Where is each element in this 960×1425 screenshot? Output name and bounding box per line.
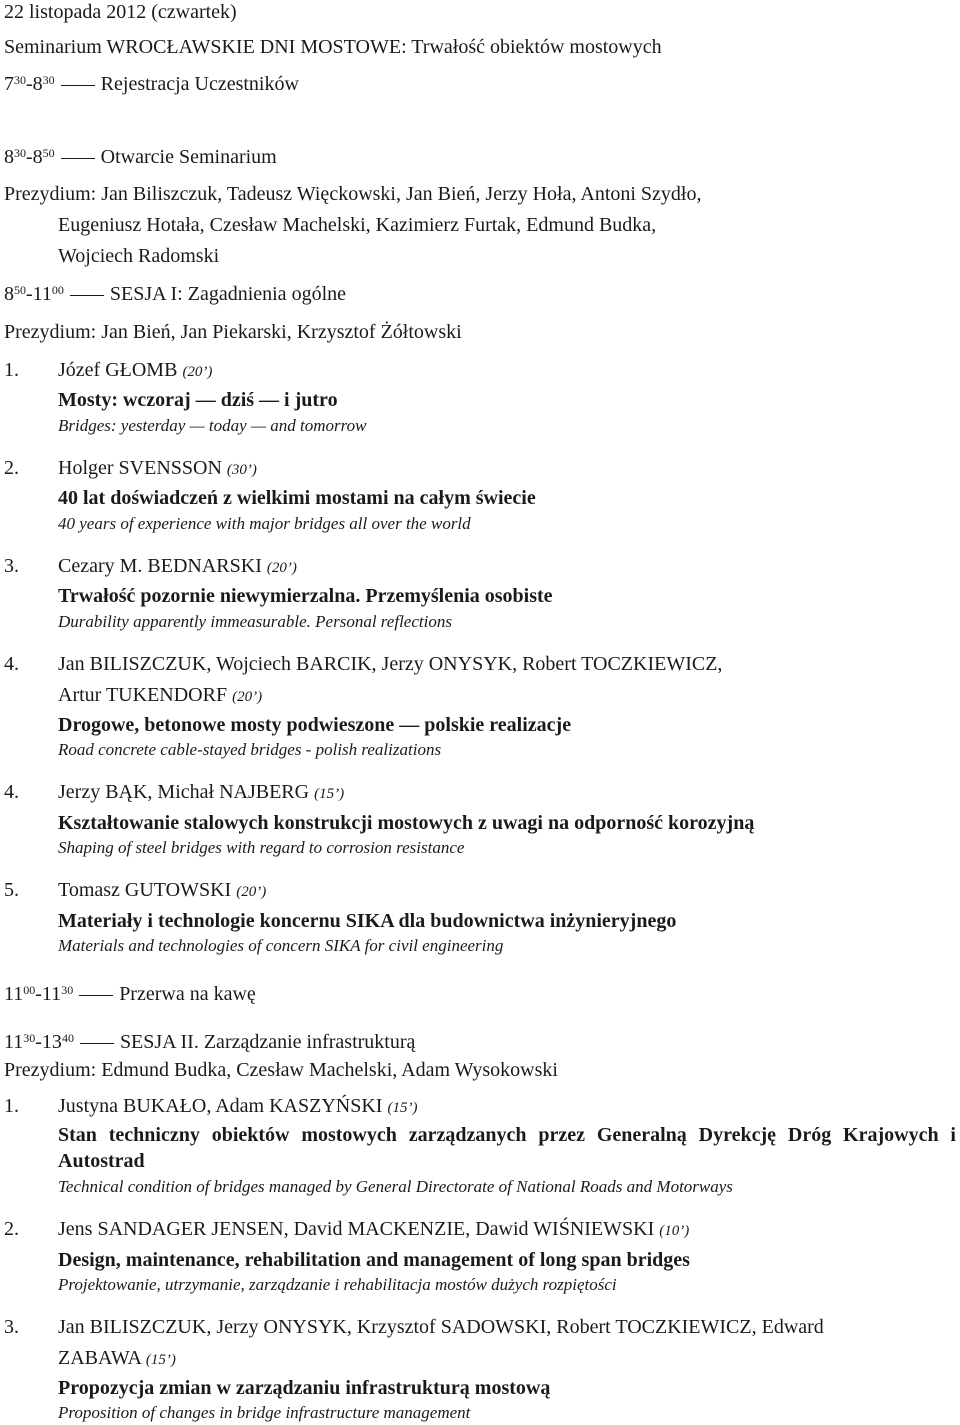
session1-row: $8^{50}-11^{00}$ SESJA I: Zagadnienia ogólne <box>4 283 346 305</box>
talk-title-en: Durability apparently immeasurable. Personal reflections <box>58 612 452 631</box>
dash-icon <box>79 995 113 996</box>
talk-title: Kształtowanie stalowych konstrukcji mostowych z uwagi na odporność korozyjną <box>58 812 755 834</box>
talk-author-row: 4. Jerzy BĄK, Michał NAJBERG (15’) <box>4 781 345 803</box>
dash-icon <box>80 1043 114 1044</box>
talk-author-row-2: Artur TUKENDORF (20’) <box>58 684 263 706</box>
talk-title-en: Shaping of steel bridges with regard to corrosion resistance <box>58 838 465 857</box>
dash-icon <box>70 295 104 296</box>
talk-title: Design, maintenance, rehabilitation and management of long span bridges <box>58 1249 690 1271</box>
session2-row: $11^{30}-13^{40}$ SESJA II. Zarządzanie infrastrukturą <box>4 1031 416 1053</box>
seminar-title: Seminarium WROCŁAWSKIE DNI MOSTOWE: Trwałość obiektów mostowych <box>4 36 662 58</box>
talk-title-en: Bridges: yesterday — today — and tomorrow <box>58 416 367 435</box>
opening-row: $8^{30}-8^{50}$ Otwarcie Seminarium <box>4 146 277 168</box>
talk-author-row-2: ZABAWA (15’) <box>58 1347 176 1369</box>
talk-title: Stan techniczny obiektów mostowych zarządzanych przez Generalną Dyrekcję Dróg Krajowych i Autostrad <box>58 1124 956 1172</box>
talk-title-en: Road concrete cable-stayed bridges - polish realizations <box>58 740 442 759</box>
document-date: 22 listopada 2012 (czwartek) <box>4 1 237 23</box>
talk-author-row: 5. Tomasz GUTOWSKI (20’) <box>4 879 267 901</box>
break-row: $11^{00}-11^{30}$ Przerwa na kawę <box>4 983 256 1005</box>
session1-presidium: Prezydium: Jan Bień, Jan Piekarski, Krzysztof Żółtowski <box>4 321 462 343</box>
talk-author-row: 4. Jan BILISZCZUK, Wojciech BARCIK, Jerzy ONYSYK, Robert TOCZKIEWICZ, <box>4 653 723 675</box>
talk-author-row: 3. Jan BILISZCZUK, Jerzy ONYSYK, Krzysztof SADOWSKI, Robert TOCZKIEWICZ, Edward <box>4 1316 824 1338</box>
talk-title-en: Projektowanie, utrzymanie, zarządzanie i rehabilitacja mostów dużych rozpiętości <box>58 1275 617 1294</box>
talk-author-row: 2. Jens SANDAGER JENSEN, David MACKENZIE, Dawid WIŚNIEWSKI (10’) <box>4 1218 690 1240</box>
dash-icon <box>61 85 95 86</box>
talk-title: Propozycja zmian w zarządzaniu infrastrukturą mostową <box>58 1377 551 1399</box>
presidium-line-2: Eugeniusz Hotała, Czesław Machelski, Kazimierz Furtak, Edmund Budka, <box>58 214 657 236</box>
registration-row: $7^{30}-8^{30}$ Rejestracja Uczestników <box>4 73 299 95</box>
talk-title: 40 lat doświadczeń z wielkimi mostami na całym świecie <box>58 487 536 509</box>
dash-icon <box>61 158 95 159</box>
talk-title: Trwałość pozornie niewymierzalna. Przemyślenia osobiste <box>58 585 553 607</box>
presidium-line-3: Wojciech Radomski <box>58 245 220 267</box>
talk-title: Mosty: wczoraj — dziś — i jutro <box>58 389 338 411</box>
talk-author-row: 2. Holger SVENSSON (30’) <box>4 457 257 479</box>
session2-presidium: Prezydium: Edmund Budka, Czesław Machelski, Adam Wysokowski <box>4 1059 558 1081</box>
talk-title: Drogowe, betonowe mosty podwieszone — polskie realizacje <box>58 714 572 736</box>
talk-title-en: Technical condition of bridges managed by General Directorate of National Roads and Motorways <box>58 1177 733 1196</box>
talk-title-en: Proposition of changes in bridge infrastructure management <box>58 1403 471 1422</box>
talk-author-row: 1. Justyna BUKAŁO, Adam KASZYŃSKI (15’) <box>4 1095 418 1117</box>
talk-title-en: Materials and technologies of concern SIKA for civil engineering <box>58 936 504 955</box>
talk-author-row: 1. Józef GŁOMB (20’) <box>4 359 213 381</box>
talk-title: Materiały i technologie koncernu SIKA dla budownictwa inżynieryjnego <box>58 910 677 932</box>
talk-title-en: 40 years of experience with major bridges all over the world <box>58 514 471 533</box>
talk-author-row: 3. Cezary M. BEDNARSKI (20’) <box>4 555 297 577</box>
presidium-line-1: Prezydium: Jan Biliszczuk, Tadeusz Więckowski, Jan Bień, Jerzy Hoła, Antoni Szydło, <box>4 183 702 205</box>
